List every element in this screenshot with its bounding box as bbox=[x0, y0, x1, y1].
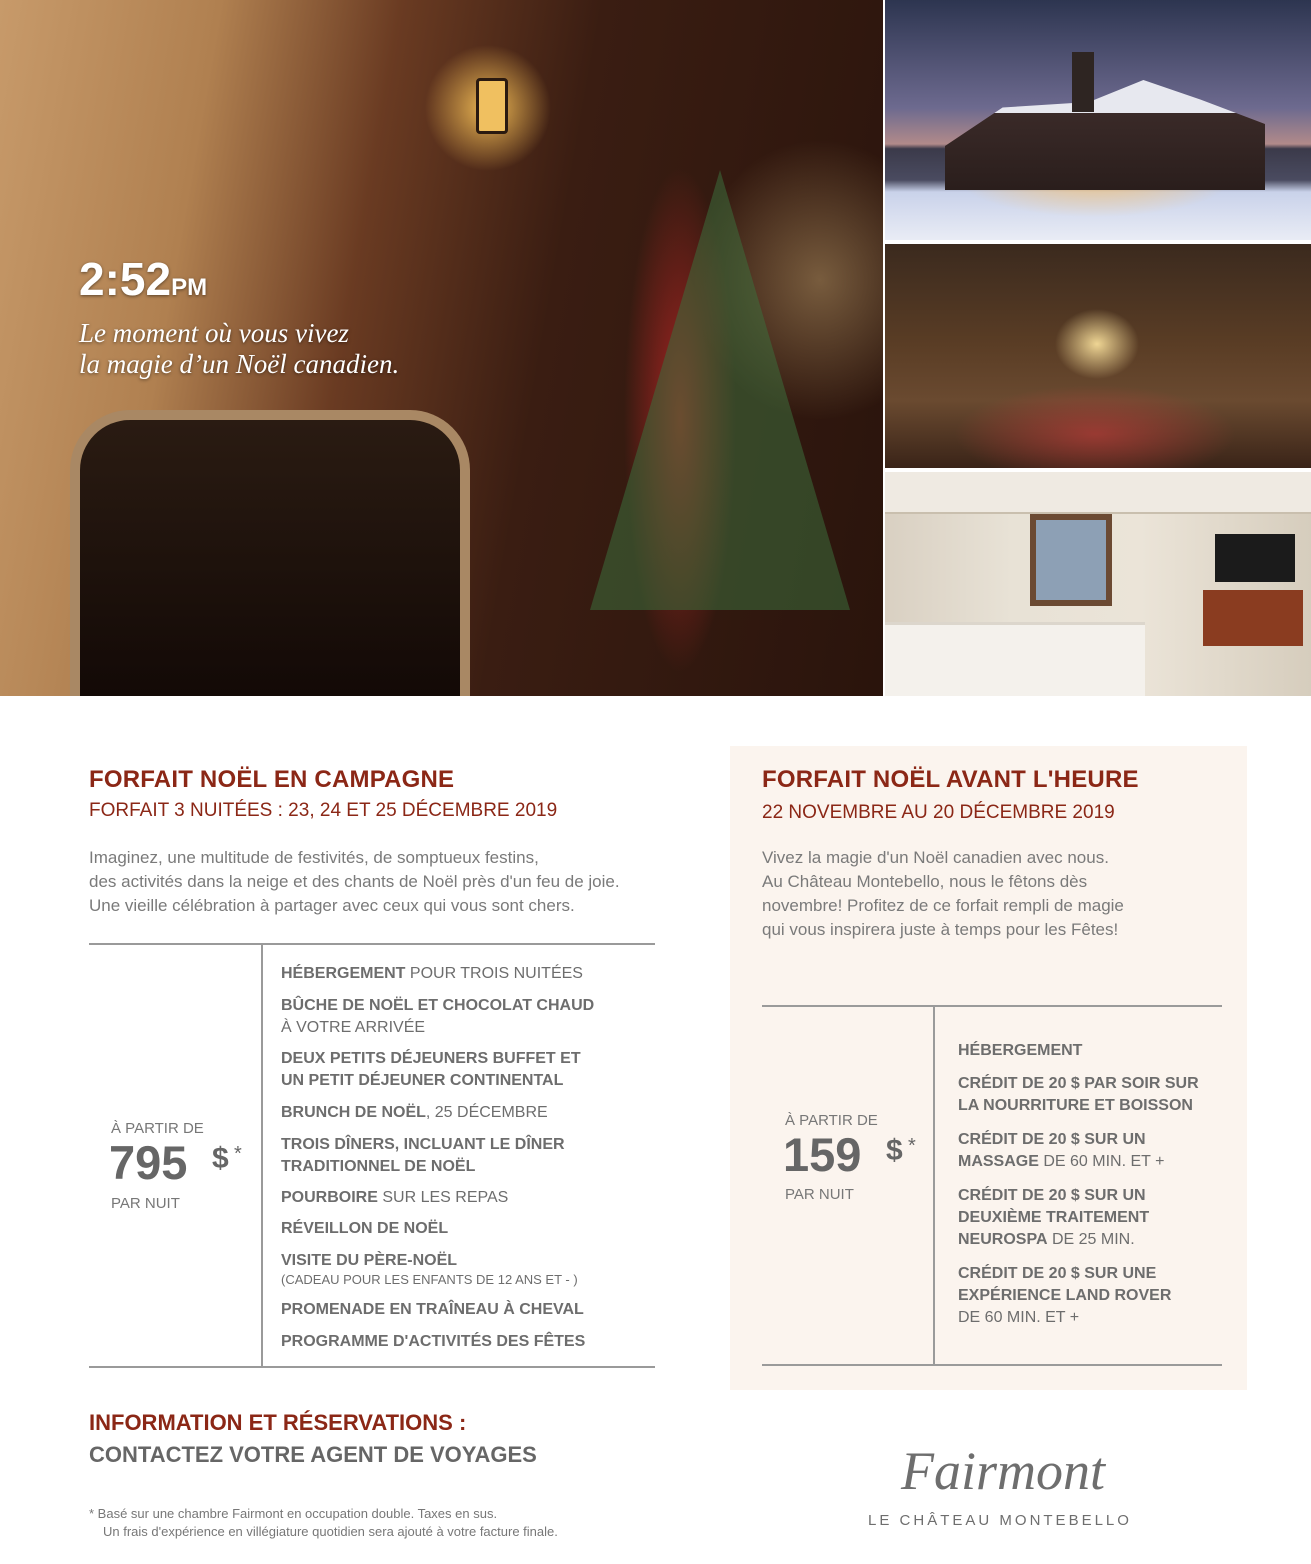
price-currency: $ bbox=[212, 1142, 229, 1175]
divider-vertical bbox=[933, 1007, 935, 1364]
price-from-label: À PARTIR DE bbox=[785, 1112, 878, 1129]
intro-line: des activités dans la neige et des chants de Noël près d'un feu de joie. bbox=[89, 872, 620, 891]
photo-guest-room bbox=[885, 472, 1311, 696]
price-currency: $ bbox=[886, 1134, 903, 1167]
feature-item: BÛCHE DE NOËL ET CHOCOLAT CHAUD À VOTRE ARRIVÉE bbox=[281, 997, 595, 1036]
hero-caption-line: la magie d’un Noël canadien. bbox=[79, 349, 400, 379]
price-amount: 795 bbox=[109, 1136, 188, 1189]
room-window bbox=[1030, 514, 1112, 606]
right-package-intro bbox=[762, 846, 1124, 942]
divider bbox=[89, 1366, 655, 1368]
hero-photo-great-hall bbox=[0, 0, 883, 696]
feature-item: CRÉDIT DE 20 $ SUR UNE EXPÉRIENCE LAND ROVER DE 60 MIN. ET + bbox=[958, 1265, 1172, 1326]
feature-item: CRÉDIT DE 20 $ SUR UN MASSAGE DE 60 MIN. ET + bbox=[958, 1131, 1165, 1170]
hero-time: 2:52PM bbox=[79, 253, 208, 305]
room-ceiling bbox=[885, 472, 1311, 514]
chimney-shape bbox=[1072, 52, 1094, 112]
room-dresser bbox=[1203, 590, 1303, 646]
intro-line: Imaginez, une multitude de festivités, de somptueux festins, bbox=[89, 848, 539, 867]
intro-line: Vivez la magie d'un Noël canadien avec nous. bbox=[762, 848, 1109, 867]
price-amount: 159 bbox=[783, 1128, 862, 1181]
left-package-title: FORFAIT NOËL EN CAMPAGNE bbox=[89, 766, 455, 793]
room-tv bbox=[1215, 534, 1295, 582]
feature-item: POURBOIRE SUR LES REPAS bbox=[281, 1189, 509, 1206]
intro-line: Une vieille célébration à partager avec ceux qui vous sont chers. bbox=[89, 896, 575, 915]
hero-caption-line: Le moment où vous vivez bbox=[79, 318, 349, 348]
info-subtitle: CONTACTEZ VOTRE AGENT DE VOYAGES bbox=[89, 1442, 537, 1467]
info-title: INFORMATION ET RÉSERVATIONS : bbox=[89, 1410, 467, 1435]
feature-item: DEUX PETITS DÉJEUNERS BUFFET ET UN PETIT DÉJEUNER CONTINENTAL bbox=[281, 1050, 581, 1089]
divider bbox=[89, 943, 655, 945]
right-package-title: FORFAIT NOËL AVANT L'HEURE bbox=[762, 766, 1139, 793]
left-package-intro bbox=[89, 846, 620, 918]
footnote-line: Un frais d'expérience en villégiature quotidien sera ajouté à votre facture finale. bbox=[103, 1524, 558, 1539]
intro-line: Au Château Montebello, nous le fêtons dès bbox=[762, 872, 1088, 891]
divider bbox=[762, 1005, 1222, 1007]
feature-item: RÉVEILLON DE NOËL bbox=[281, 1220, 449, 1237]
feature-item: HÉBERGEMENT bbox=[958, 1042, 1083, 1059]
price-asterisk: * bbox=[908, 1135, 916, 1157]
logo-tagline: LE CHÂTEAU MONTEBELLO bbox=[868, 1512, 1132, 1529]
feature-item: BRUNCH DE NOËL, 25 DÉCEMBRE bbox=[281, 1104, 548, 1121]
building-shape bbox=[945, 80, 1265, 190]
feature-item: TROIS DÎNERS, INCLUANT LE DÎNER TRADITIONNEL DE NOËL bbox=[281, 1136, 565, 1175]
feature-item: PROGRAMME D'ACTIVITÉS DES FÊTES bbox=[281, 1333, 586, 1350]
right-package-subtitle: 22 NOVEMBRE AU 20 DÉCEMBRE 2019 bbox=[762, 802, 1115, 823]
feature-item: CRÉDIT DE 20 $ PAR SOIR SUR LA NOURRITURE ET BOISSON bbox=[958, 1075, 1199, 1114]
fairmont-logo bbox=[860, 1436, 1140, 1548]
price-asterisk: * bbox=[234, 1143, 242, 1165]
feature-item: VISITE DU PÈRE-NOËL (CADEAU POUR LES ENFANTS DE 12 ANS ET - ) bbox=[281, 1252, 578, 1287]
left-package-subtitle: FORFAIT 3 NUITÉES : 23, 24 ET 25 DÉCEMBRE 2019 bbox=[89, 800, 558, 821]
feature-item: PROMENADE EN TRAÎNEAU À CHEVAL bbox=[281, 1301, 584, 1318]
christmas-tree-decor bbox=[590, 170, 850, 610]
feature-item: CRÉDIT DE 20 $ SUR UN DEUXIÈME TRAITEMENT NEUROSPA DE 25 MIN. bbox=[958, 1187, 1150, 1248]
per-night-label: PAR NUIT bbox=[785, 1186, 854, 1203]
photo-dining-hall bbox=[885, 244, 1311, 468]
price-from-label: À PARTIR DE bbox=[111, 1120, 204, 1137]
intro-line: qui vous inspirera juste à temps pour les Fêtes! bbox=[762, 920, 1119, 939]
hero-caption bbox=[79, 318, 399, 380]
footnote-line: * Basé sur une chambre Fairmont en occupation double. Taxes en sus. bbox=[89, 1506, 498, 1521]
intro-line: novembre! Profitez de ce forfait rempli de magie bbox=[762, 896, 1124, 915]
footnote bbox=[89, 1505, 558, 1541]
fireplace-decor bbox=[70, 410, 470, 696]
feature-item: HÉBERGEMENT POUR TROIS NUITÉES bbox=[281, 965, 583, 982]
per-night-label: PAR NUIT bbox=[111, 1195, 180, 1212]
logo-wordmark: Fairmont bbox=[900, 1441, 1105, 1501]
divider-vertical bbox=[261, 945, 263, 1366]
photo-chateau-exterior bbox=[885, 0, 1311, 240]
room-bed bbox=[885, 622, 1145, 696]
lantern-decor bbox=[476, 78, 508, 134]
divider bbox=[762, 1364, 1222, 1366]
